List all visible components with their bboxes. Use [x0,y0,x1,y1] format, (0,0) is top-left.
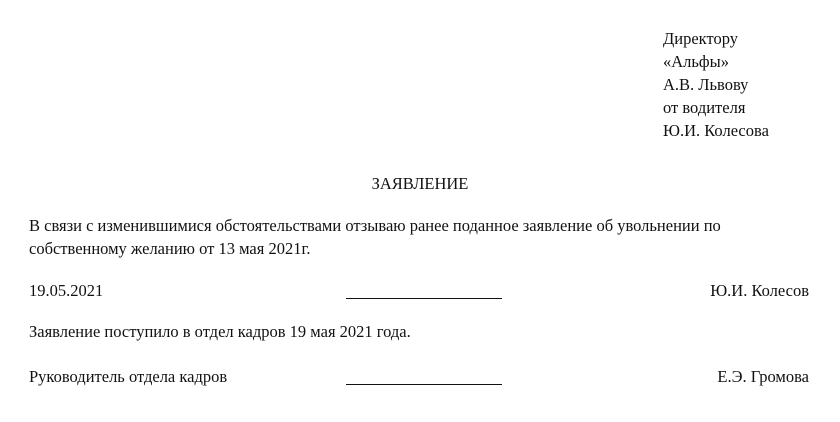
statement-body [29,214,819,260]
addressee-line-from: от водителя [663,98,746,117]
addressee-line-company: «Альфы» [663,52,729,71]
statement-line-1: В связи с изменившимися обстоятельствами отзываю ранее поданное заявление об увольнении по [29,216,721,235]
statement-date: 19.05.2021 [29,281,104,300]
applicant-name: Ю.И. Колесов [710,281,809,300]
addressee-block [663,27,769,142]
addressee-line-recipient-title: Директору [663,29,738,48]
received-note: Заявление поступило в отдел кадров 19 мая 2021 года. [29,322,411,341]
hr-head-name: Е.Э. Громова [717,367,809,386]
applicant-signature-line [346,298,502,299]
addressee-line-sender-name: Ю.И. Колесова [663,121,769,140]
received-note-row [29,322,809,344]
hr-head-row [29,367,809,389]
document-title: ЗАЯВЛЕНИЕ [371,174,469,193]
hr-head-signature-line [346,384,502,385]
hr-head-position: Руководитель отдела кадров [29,367,228,386]
signature-row [29,281,809,303]
addressee-line-recipient-name: А.В. Львову [663,75,749,94]
statement-line-2: собственному желанию от 13 мая 2021г. [29,239,311,258]
